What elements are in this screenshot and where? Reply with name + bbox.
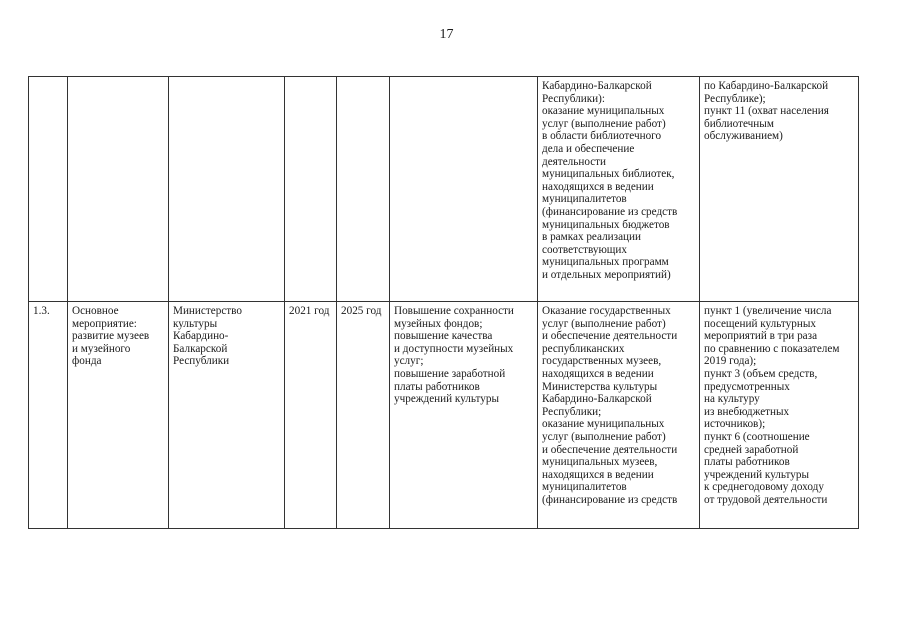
indicator-link-cell: по Кабардино-Балкарской Республике); пункт 11 (охват населения библиотечным обслуживанием)	[700, 77, 859, 302]
table-row	[29, 302, 859, 529]
indicator-link-text: пункт 1 (увеличение числа посещений культурных мероприятий в три раза по сравнению с показателем 2019 года); пункт 3 (объем средств, предусмотренных на культуру из внебюджетных источников); пункт 6 (соотношение средней заработной платы работников учреждений культуры к среднегодовому доходу от трудовой деятельности	[704, 305, 840, 506]
end-year-cell: 2025 год	[337, 302, 390, 529]
start-year-cell: 2021 год	[285, 302, 337, 529]
executor-cell: Министерство культуры Кабардино- Балкарской Республики	[169, 302, 285, 529]
main-directions-text: Оказание государственных услуг (выполнение работ) и обеспечение деятельности республиканских государственных музеев, находящихся в ведении Министерства культуры Кабардино-Балкарской Республики; оказание муниципальных услуг (выполнение работ) и обеспечение деятельности муниципальных музеев, находящихся в ведении муниципалитетов (финансирование из средств	[542, 305, 678, 506]
main-directions-cell: Кабардино-Балкарской Республики): оказание муниципальных услуг (выполнение работ) в области библиотечного дела и обеспечение деятельности муниципальных библиотек, находящихся в ведении муниципалитетов (финансирование из средств муниципальных бюджетов в рамках реализации соответствующих муниципальных программ и отдельных мероприятий)	[538, 77, 700, 302]
expected-result-cell	[390, 77, 538, 302]
start-year-cell	[285, 77, 337, 302]
row-number-cell	[29, 77, 68, 302]
table-row	[29, 77, 859, 302]
event-name-cell: Основное мероприятие: развитие музеев и музейного фонда	[68, 302, 169, 529]
indicator-link-cell	[700, 302, 859, 529]
executor-cell	[169, 77, 285, 302]
event-name-cell	[68, 77, 169, 302]
page-number: 17	[439, 27, 454, 42]
main-directions-cell	[538, 302, 700, 529]
expected-result-cell: Повышение сохранности музейных фондов; повышение качества и доступности музейных услуг; повышение заработной платы работников учреждений культуры	[390, 302, 538, 529]
row-number-cell: 1.3.	[29, 302, 68, 529]
program-table	[28, 76, 859, 529]
end-year-cell	[337, 77, 390, 302]
